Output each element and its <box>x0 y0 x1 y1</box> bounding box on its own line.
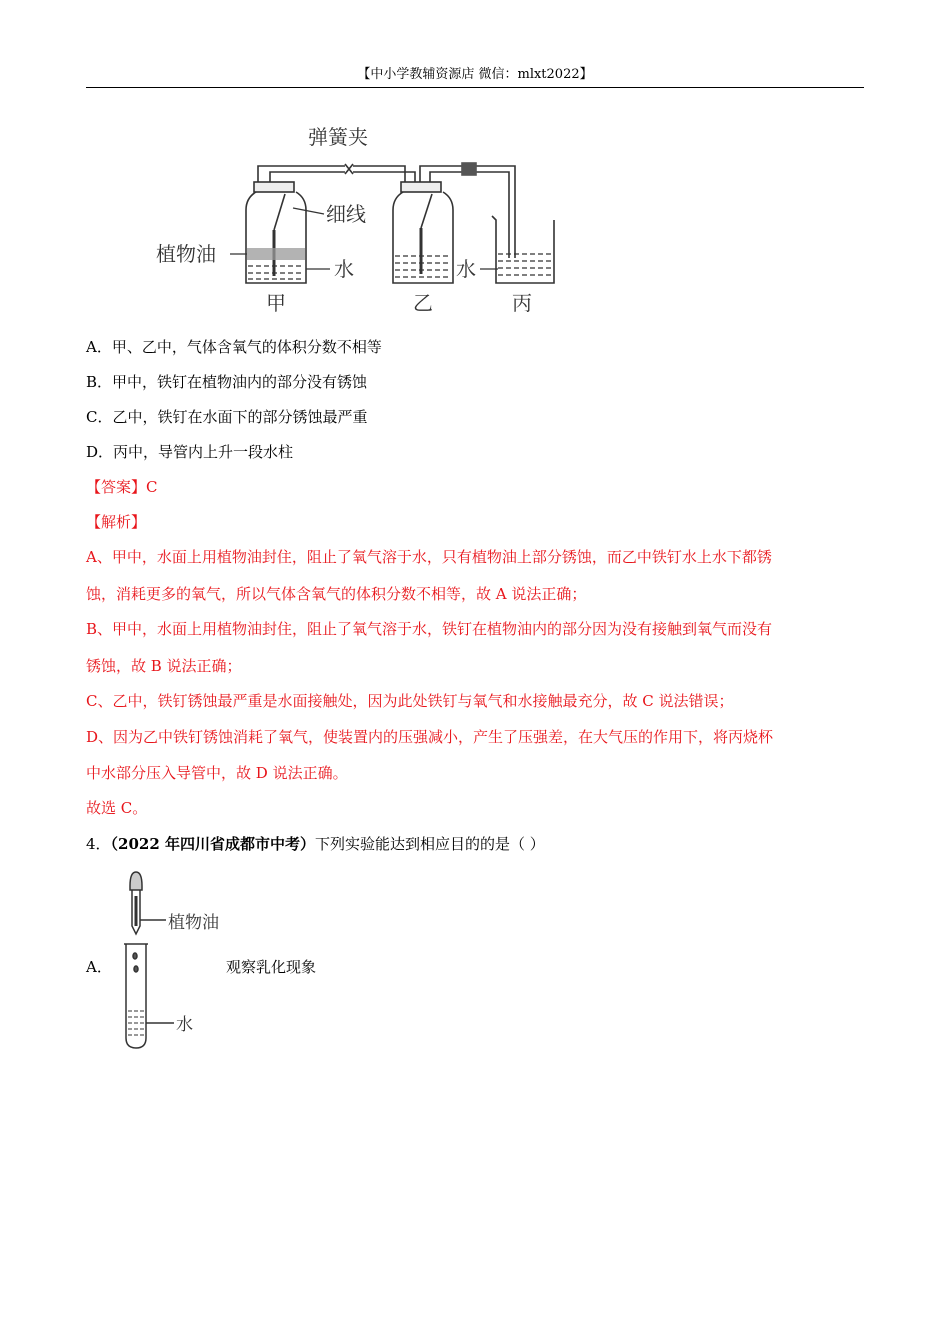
option-4a-text: 观察乳化现象 <box>226 958 317 976</box>
question-stem: 下列实验能达到相应目的的是（ ） <box>315 835 545 853</box>
page-header: 【中小学教辅资源店 微信：mlxt2022】 <box>357 67 593 82</box>
question-source: （2022 年四川省成都市中考） <box>110 835 316 853</box>
oil-label: 植物油 <box>156 242 216 266</box>
bottle-b-label: 乙 <box>413 291 433 315</box>
answer: 【答案】C <box>86 478 158 496</box>
option-b: B．甲中，铁钉在植物油内的部分没有锈蚀 <box>86 373 368 391</box>
option-a: A．甲、乙中，气体含氧气的体积分数不相等 <box>86 338 382 356</box>
water-label-c: 水 <box>456 257 476 281</box>
conclusion: 故选 C。 <box>86 799 148 817</box>
analysis-line: 锈蚀，故 B 说法正确； <box>86 657 242 675</box>
analysis-line: C、乙中，铁钉锈蚀最严重是水面接触处，因为此处铁钉与氧气和水接触最充分，故 C 说法错误； <box>86 692 734 710</box>
analysis-line: B、甲中，水面上用植物油封住，阻止了氧气溶于水，铁钉在植物油内的部分因为没有接触到氧气而没有 <box>86 620 773 638</box>
analysis-line: A、甲中，水面上用植物油封住，阻止了氧气溶于水，只有植物油上部分锈蚀，而乙中铁钉水上水下都锈 <box>86 548 772 566</box>
clip-label: 弹簧夹 <box>308 125 368 149</box>
tube-water-label: 水 <box>176 1015 193 1035</box>
header-rule <box>86 87 864 88</box>
bottle-a-label: 甲 <box>266 291 286 315</box>
dropper-oil-label: 植物油 <box>168 913 219 933</box>
option-d: D．丙中，导管内上升一段水柱 <box>86 443 294 461</box>
question-number: 4． <box>86 835 111 853</box>
thread-label: 细线 <box>326 202 366 226</box>
bottle-c-label: 丙 <box>512 291 532 315</box>
analysis-title: 【解析】 <box>86 513 147 531</box>
analysis-line: 蚀，消耗更多的氧气，所以气体含氧气的体积分数不相等，故 A 说法正确； <box>86 585 587 603</box>
analysis-line: D、因为乙中铁钉锈蚀消耗了氧气，使装置内的压强减小，产生了压强差，在大气压的作用下，将丙烧杯 <box>86 728 774 746</box>
option-4a-letter: A． <box>86 958 112 976</box>
emulsion-test-tube-figure <box>118 868 228 1052</box>
option-c: C．乙中，铁钉在水面下的部分锈蚀最严重 <box>86 408 368 426</box>
water-label-b: 水 <box>334 257 354 281</box>
question-4 <box>86 833 545 855</box>
corrosion-apparatus-figure <box>150 118 570 318</box>
analysis-line: 中水部分压入导管中，故 D 说法正确。 <box>86 764 348 782</box>
